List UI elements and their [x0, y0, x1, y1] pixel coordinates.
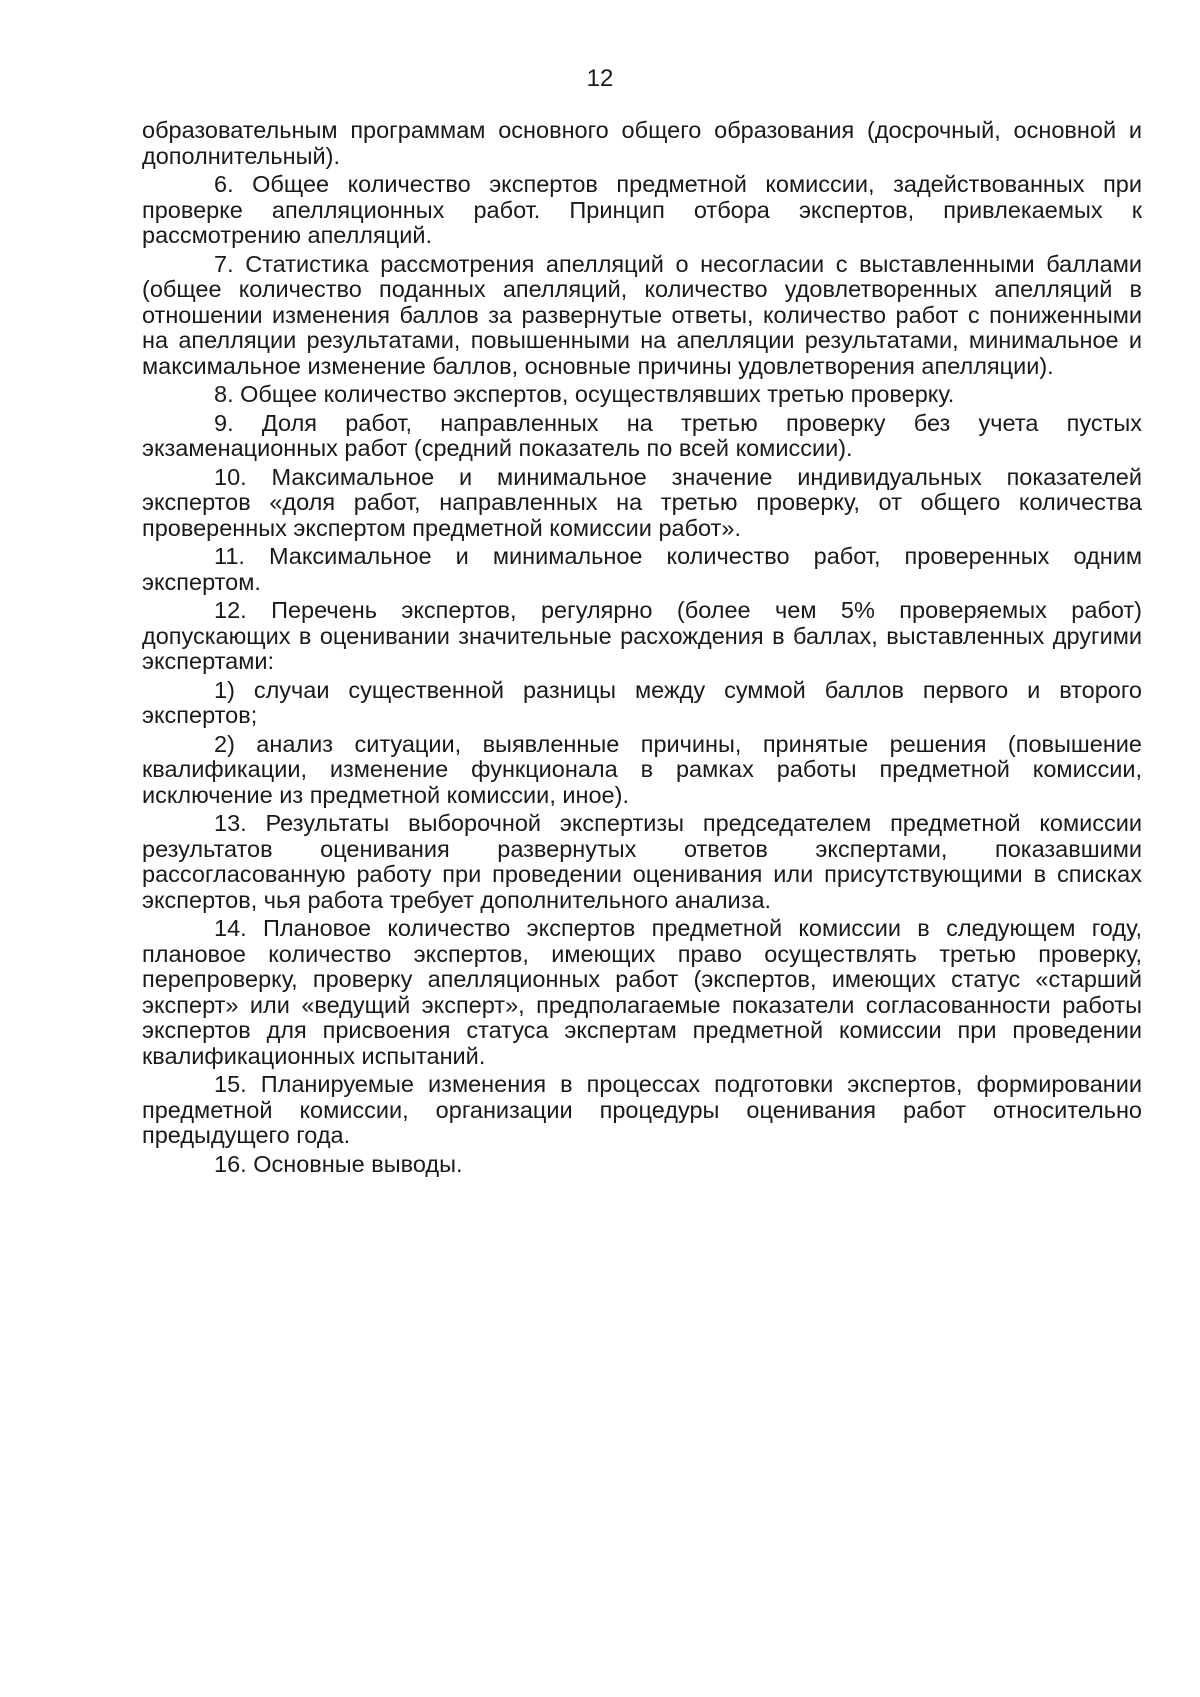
paragraph-item-7: 7. Статистика рассмотрения апелляций о несогласии с выставленными баллами (общее количество поданных апелляций, количество удовлетворенных апелляций в отношении изменения баллов за развернутые ответы, количество работ с пониженными на апелляции результатами, повышенными на апелляции результатами, минимальное и максимальное изменение баллов, основные причины удовлетворения апелляции).	[142, 250, 1142, 379]
paragraph-item-16: 16. Основные выводы.	[214, 1150, 463, 1177]
paragraph-continuation: образовательным программам основного общего образования (досрочный, основной и дополнительный).	[142, 117, 1142, 169]
paragraph-item-11: 11. Максимальное и минимальное количество работ, проверенных одним экспертом.	[142, 543, 1142, 595]
paragraph-item-13: 13. Результаты выборочной экспертизы председателем предметной комиссии результатов оценивания развернутых ответов экспертами, показавшими рассогласованную работу при проведении оценивания или присутствующими в списках экспертов, чья работа требует дополнительного анализа.	[142, 810, 1142, 913]
paragraph-item-8: 8. Общее количество экспертов, осуществлявших третью проверку.	[214, 381, 955, 407]
paragraph-item-10: 10. Максимальное и минимальное значение индивидуальных показателей экспертов «доля работ, направленных на третью проверку, от общего количества проверенных экспертом предметной комиссии работ».	[142, 463, 1142, 541]
paragraph-subitem-12-1: 1) случаи существенной разницы между суммой баллов первого и второго экспертов;	[142, 676, 1142, 728]
paragraph-item-9: 9. Доля работ, направленных на третью проверку без учета пустых экзаменационных работ (средний показатель по всей комиссии).	[142, 409, 1142, 461]
paragraph-item-14: 14. Плановое количество экспертов предметной комиссии в следующем году, плановое количество экспертов, имеющих право осуществлять третью проверку, перепроверку, проверку апелляционных работ (экспертов, имеющих статус «старший эксперт» или «ведущий эксперт», предполагаемые показатели согласованности работы экспертов для присвоения статуса экспертам предметной комиссии при проведении квалификационных испытаний.	[142, 915, 1142, 1069]
paragraph-item-15: 15. Планируемые изменения в процессах подготовки экспертов, формировании предметной комиссии, организации процедуры оценивания работ относительно предыдущего года.	[142, 1071, 1142, 1148]
paragraph-subitem-12-2: 2) анализ ситуации, выявленные причины, принятые решения (повышение квалификации, изменение функционала в рамках работы предметной комиссии, исключение из предметной комиссии, иное).	[142, 730, 1142, 808]
page-number: 12	[586, 65, 614, 92]
paragraph-item-12: 12. Перечень экспертов, регулярно (более чем 5% проверяемых работ) допускающих в оценивании значительные расхождения в баллах, выставленных другими экспертами:	[142, 597, 1142, 674]
document-body	[142, 118, 1142, 1180]
paragraph-item-6: 6. Общее количество экспертов предметной комиссии, задействованных при проверке апелляционных работ. Принцип отбора экспертов, привлекаемых к рассмотрению апелляций.	[142, 171, 1142, 248]
